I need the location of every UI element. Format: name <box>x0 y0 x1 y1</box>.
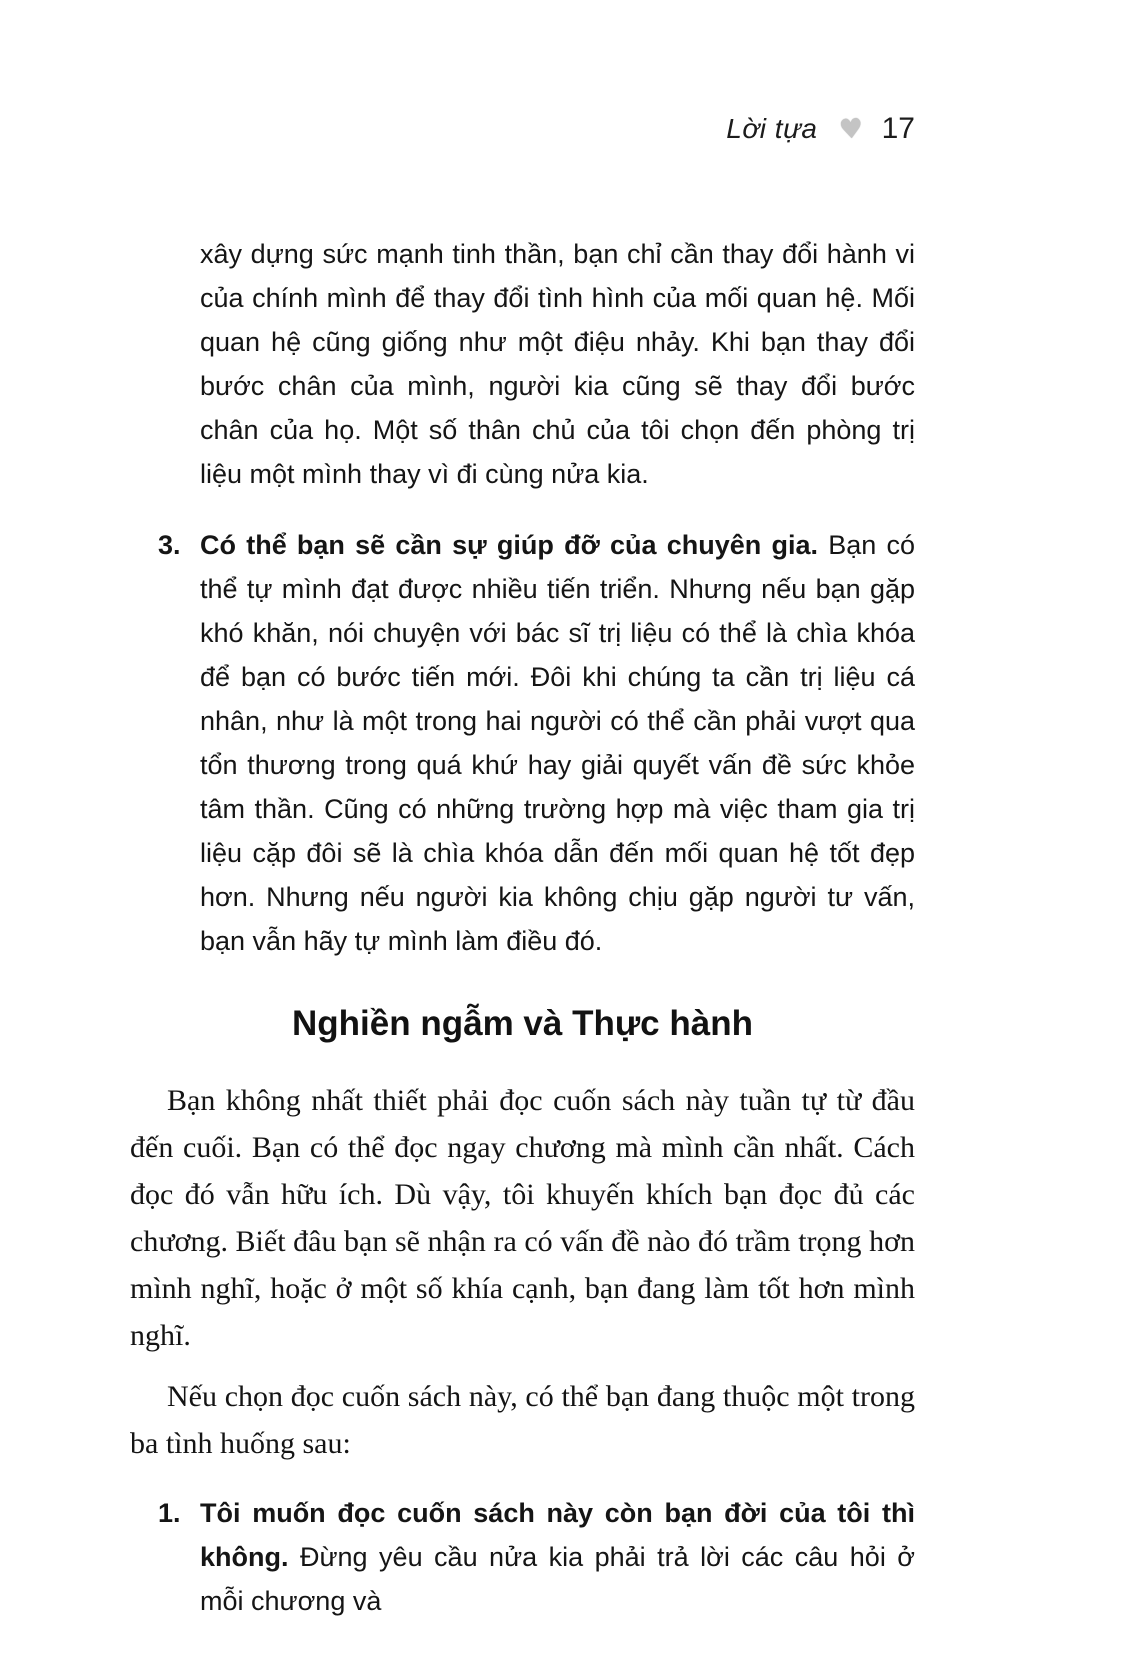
running-header-title: Lời tựa <box>726 113 818 144</box>
list-item-3-lead: Có thể bạn sẽ cần sự giúp đỡ của chuyên gia. <box>200 530 818 560</box>
list-item-1-lead: Tôi muốn đọc cuốn sách này còn bạn đời của tôi thì không. <box>200 1498 915 1572</box>
body-paragraph-1: Bạn không nhất thiết phải đọc cuốn sách này tuần tự từ đầu đến cuối. Bạn có thể đọc ngay chương mà mình cần nhất. Cách đọc đó vẫn hữu ích. Dù vậy, tôi khuyến khích bạn đọc đủ các chương. Biết đâu bạn sẽ nhận ra có vấn đề nào đó trầm trọng hơn mình nghĩ, hoặc ở một số khía cạnh, bạn đang làm tốt hơn mình nghĩ. <box>130 1084 915 1352</box>
list-item-3 <box>130 523 915 963</box>
list-item-3-number: 3. <box>158 530 181 560</box>
list-item-1-body: Đừng yêu cầu nửa kia phải trả lời các câu hỏi ở mỗi chương và <box>200 1542 915 1616</box>
list-item-3-body: Bạn có thể tự mình đạt được nhiều tiến triển. Nhưng nếu bạn gặp khó khăn, nói chuyện với bác sĩ trị liệu có thể là chìa khóa để bạn có bước tiến mới. Đôi khi chúng ta cần trị liệu cá nhân, như là một trong hai người có thể cần phải vượt qua tổn thương trong quá khứ hay giải quyết vấn đề sức khỏe tâm thần. Cũng có những trường hợp mà việc tham gia trị liệu cặp đôi sẽ là chìa khóa dẫn đến mối quan hệ tốt đẹp hơn. Nhưng nếu người kia không chịu gặp người tư vấn, bạn vẫn hãy tự mình làm điều đó. <box>200 530 915 956</box>
list-item-1-number: 1. <box>158 1498 181 1528</box>
section-heading: Nghiền ngẫm và Thực hành <box>292 1004 753 1043</box>
list-item-1 <box>130 1491 915 1623</box>
text-column <box>130 205 915 1623</box>
page-number: 17 <box>881 112 915 145</box>
body-paragraph-2: Nếu chọn đọc cuốn sách này, có thể bạn đang thuộc một trong ba tình huống sau: <box>130 1380 915 1460</box>
heart-icon: ♥ <box>838 112 865 146</box>
running-header <box>130 112 915 146</box>
list-item-2-continuation: xây dựng sức mạnh tinh thần, bạn chỉ cần thay đổi hành vi của chính mình để thay đổi tình hình của mối quan hệ. Mối quan hệ cũng giống như một điệu nhảy. Khi bạn thay đổi bước chân của mình, người kia cũng sẽ thay đổi bước chân của họ. Một số thân chủ của tôi chọn đến phòng trị liệu một mình thay vì đi cùng nửa kia. <box>200 239 915 489</box>
